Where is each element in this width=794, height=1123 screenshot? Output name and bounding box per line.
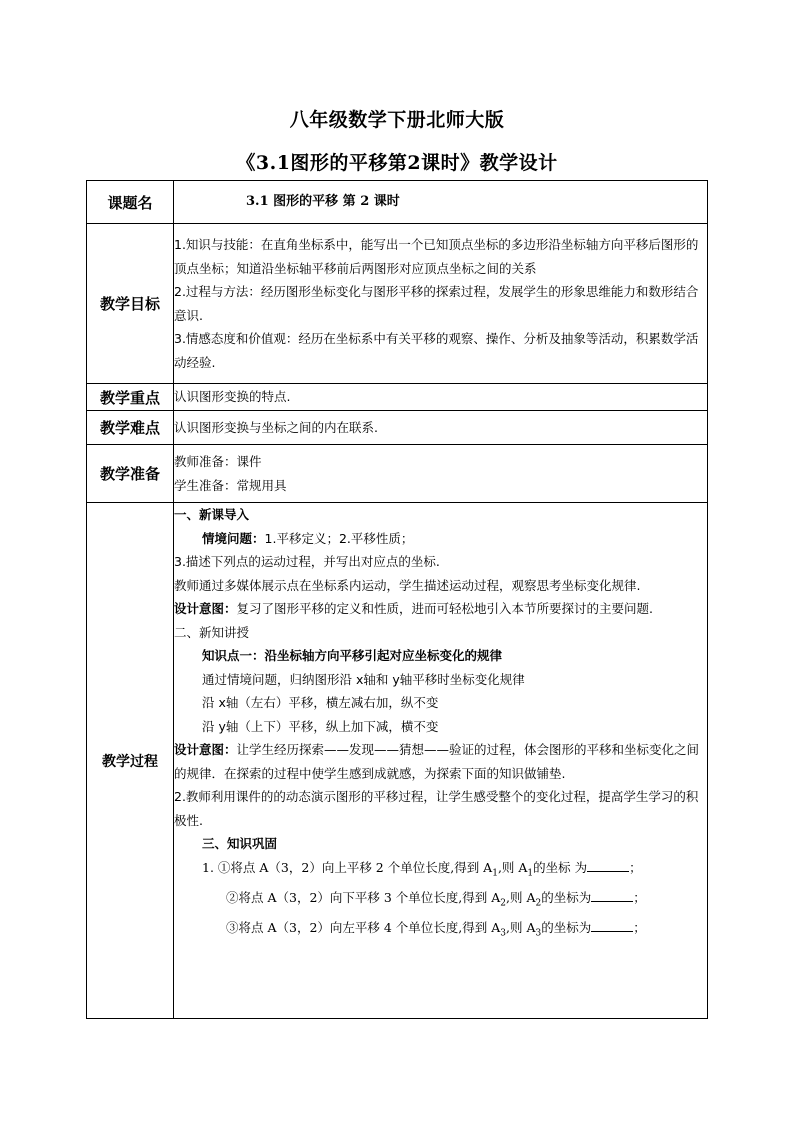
answer-blank[interactable] [591,917,633,932]
process-text: 3.描述下列点的运动过程，并写出对应点的坐标. [174,554,440,569]
exercise-line: 1. ①将点 A（3，2）向上平移 2 个单位长度,得到 $A_1$,则 $A_1$的坐标 为 ； [174,856,707,886]
key-point-value: 认识图形变换的特点. [174,384,708,411]
label-preparation: 教学准备 [87,445,174,503]
label-key-point: 教学重点 [87,384,174,411]
row-course-name [87,181,708,224]
row-goals [87,224,708,384]
goal-item: 1.知识与技能：在直角坐标系中，能写出一个已知顶点坐标的多边形沿坐标轴方向平移后图形的顶点坐标；知道沿坐标轴平移前后两图形对应顶点坐标之间的关系 [174,237,699,276]
doc-title-line2: 《3.1图形的平移第2课时》教学设计 [236,152,558,174]
goal-item: 2.过程与方法：经历图形坐标变化与图形平移的探索过程，发展学生的形象思维能力和数形结合意识. [174,284,699,323]
exercise-number: 1. [202,859,214,875]
label-goals: 教学目标 [87,224,174,384]
intent-text: 复习了图形平移的定义和性质，进而可轻松地引入本节所要探讨的主要问题. [236,601,653,616]
exercise-text: ③将点 A（3，2）向左平移 4 个单位长度,得到 A [226,919,501,935]
lesson-plan-table [86,180,708,1019]
label-course-name: 课题名 [87,181,174,224]
course-name-value: 3.1 图形的平移 第 2 课时 [246,194,400,210]
doc-title-line1: 八年级数学下册北师大版 [289,109,505,131]
row-difficulty [87,411,708,445]
exercise-line: ③将点 A（3，2）向左平移 4 个单位长度,得到 $A_3$,则 $A_3$的坐标为 ； [174,916,707,946]
answer-blank[interactable] [591,887,633,902]
row-process [87,503,708,1019]
difficulty-value: 认识图形变换与坐标之间的内在联系. [174,411,708,445]
process-text: 2.教师利用课件的的动态演示图形的平移过程，让学生感受整个的变化过程，提高学生学习的积极性. [174,789,699,828]
knowledge-point-heading: 知识点一：沿坐标轴方向平移引起对应坐标变化的规律 [202,648,503,663]
goal-item: 3.情感态度和价值观：经历在坐标系中有关平移的观察、操作、分析及抽象等活动，积累数学活动经验. [174,331,699,370]
exercise-text: ①将点 A（3，2）向上平移 2 个单位长度,得到 A [217,859,493,875]
process-text: 沿 x轴（左右）平移，横左减右加，纵不变 [202,695,439,710]
intent-label: 设计意图： [174,601,237,616]
situation-text: 1.平移定义；2.平移性质； [264,530,414,546]
exercise-line: ②将点 A（3，2）向下平移 3 个单位长度,得到 $A_2$,则 $A_2$的坐标为 ； [174,886,707,916]
process-text: 教师通过多媒体展示点在坐标系内运动，学生描述运动过程，观察思考坐标变化规律. [174,577,641,593]
intent-label: 设计意图： [174,742,237,757]
section-heading: 三、知识巩固 [202,836,278,851]
row-key-point [87,384,708,411]
section-heading: 一、新课导入 [174,507,250,522]
process-text: 沿 y轴（上下）平移，纵上加下减，横不变 [202,718,439,734]
exercise-text: ②将点 A（3，2）向下平移 3 个单位长度,得到 A [226,889,501,905]
label-difficulty: 教学难点 [87,411,174,445]
situation-label: 情境问题： [202,530,265,546]
process-text: 通过情境问题，归纳图形沿 x轴和 y轴平移时坐标变化规律 [202,671,525,687]
label-process: 教学过程 [87,503,174,1019]
student-preparation: 学生准备：常规用具 [174,477,287,493]
row-preparation [87,445,708,503]
intent-text: 让学生经历探索——发现——猜想——验证的过程，体会图形的平移和坐标变化之间的规律．在探索的过程中使学生感到成就感，为探索下面的知识做铺垫. [174,742,700,781]
answer-blank[interactable] [587,857,629,872]
section-heading: 二、新知讲授 [174,624,250,640]
teacher-preparation: 教师准备：课件 [174,454,262,469]
